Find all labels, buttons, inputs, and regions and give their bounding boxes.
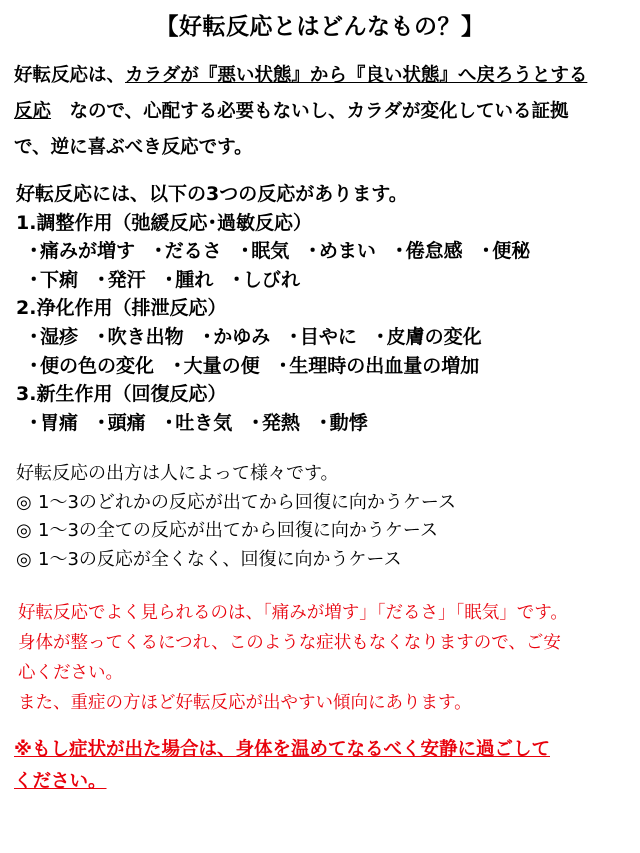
symptom-item: ･胃痛 — [29, 411, 79, 434]
intro-paragraph — [14, 58, 632, 166]
symptom-item: ･吐き気 — [164, 411, 233, 434]
double-circle-icon: ◎ — [16, 491, 32, 513]
symptom-item: ･倦怠感 — [394, 240, 463, 263]
symptom-row — [16, 266, 628, 295]
outcomes-section — [16, 460, 628, 574]
symptom-item: ･動悸 — [318, 411, 368, 434]
symptom-item: ･腫れ — [164, 268, 214, 291]
symptom-item: ･眠気 — [240, 240, 290, 263]
symptom-item: ･だるさ — [153, 240, 222, 263]
symptom-item: ･発汗 — [96, 268, 146, 291]
symptom-item: ･しびれ — [231, 268, 300, 291]
symptom-row — [16, 323, 628, 352]
symptom-row — [16, 237, 628, 266]
intro-line-3: で、逆に喜ぶべき反応です。 — [14, 137, 253, 158]
outcomes-heading: 好転反応の出方は人によって様々です。 — [16, 463, 339, 484]
note-line: また、重症の方ほど好転反応が出やすい傾向にあります。 — [18, 693, 472, 713]
double-circle-icon: ◎ — [16, 548, 32, 570]
outcome-item: ◎ 1～3の全ての反応が出てから回復に向かうケース — [16, 517, 628, 546]
outcome-item: ◎ 1～3の反応が全くなく、回復に向かうケース — [16, 546, 628, 575]
intro-underlined-word: 反応 — [14, 101, 52, 122]
intro-line-1: 好転反応は、カラダが『悪い状態』から『良い状態』へ戻ろうとする — [14, 65, 588, 86]
symptom-item: ･下痢 — [29, 268, 79, 291]
reaction-types-section — [16, 180, 628, 437]
symptom-item: ･めまい — [307, 240, 376, 263]
outcome-item: ◎ 1～3のどれかの反応が出てから回復に向かうケース — [16, 489, 628, 518]
symptom-item: ･皮膚の変化 — [375, 325, 482, 348]
warning-line: ※もし症状が出た場合は、身体を温めてなるべく安静に過ごして — [14, 739, 550, 760]
note-line: 身体が整ってくるにつれ、このような症状もなくなりますので、ご安 — [18, 633, 561, 653]
warning-paragraph — [14, 734, 626, 798]
group-label-adjustment: 1.調整作用（弛緩反応･過敏反応） — [16, 211, 312, 234]
symptom-item: ･便の色の変化 — [29, 354, 155, 377]
reaction-types-heading: 好転反応には、以下の3つの反応があります。 — [16, 183, 408, 205]
symptom-item: ･湿疹 — [29, 325, 79, 348]
red-note-paragraph — [18, 598, 630, 718]
symptom-item: ･大量の便 — [172, 354, 260, 377]
symptom-item: ･痛みが増す — [29, 240, 136, 263]
page-title: 【好転反応とはどんなもの？】 — [155, 14, 485, 40]
symptom-item: ･目やに — [288, 325, 357, 348]
double-circle-icon: ◎ — [16, 520, 32, 542]
note-line: 心ください。 — [18, 663, 123, 683]
intro-underlined-phrase: カラダが『悪い状態』から『良い状態』へ戻ろうとする — [125, 65, 588, 86]
symptom-item: ･かゆみ — [202, 325, 271, 348]
symptom-item: ･頭痛 — [96, 411, 146, 434]
symptom-item: ･吹き出物 — [96, 325, 184, 348]
intro-line-2: 反応 なので、心配する必要もないし、カラダが変化している証拠 — [14, 101, 569, 122]
warning-line: ください。 — [14, 771, 107, 792]
symptom-item: ･便秘 — [481, 240, 531, 263]
group-label-purification: 2.浄化作用（排泄反応） — [16, 297, 227, 320]
group-label-regeneration: 3.新生作用（回復反応） — [16, 383, 227, 406]
note-line: 好転反応でよく見られるのは、「痛みが増す」「だるさ」「眠気」です。 — [18, 603, 568, 623]
symptom-row — [16, 409, 628, 438]
symptom-item: ･発熱 — [250, 411, 300, 434]
symptom-item: ･生理時の出血量の増加 — [278, 354, 480, 377]
symptom-row — [16, 352, 628, 381]
